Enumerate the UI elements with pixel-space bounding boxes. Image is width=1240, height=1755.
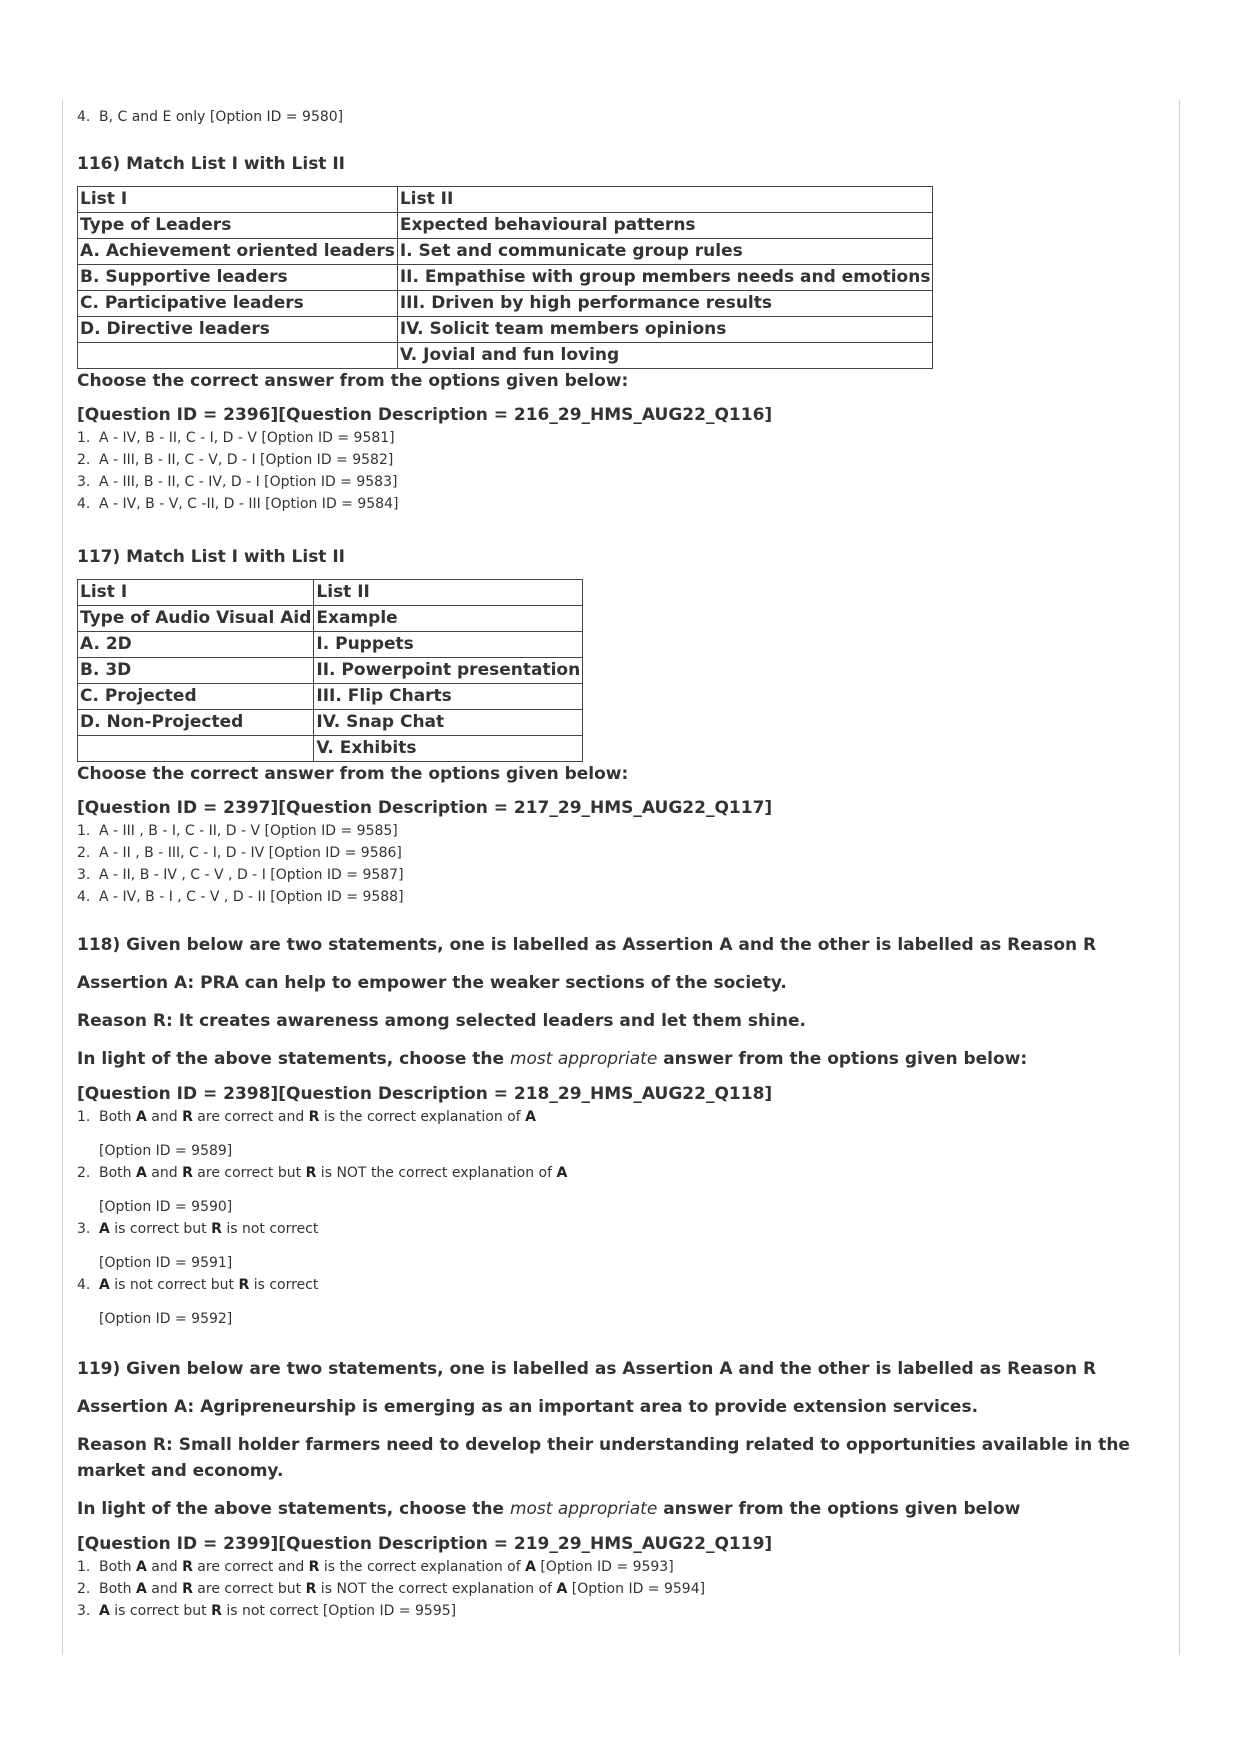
q119-reason: Reason R: Small holder farmers need to develop their understanding related to opportunities available in the market and economy. bbox=[77, 1435, 1130, 1481]
q118-option-4: 4. A is not correct but R is correct bbox=[77, 1277, 319, 1293]
q116-title: 116) Match List I with List II bbox=[77, 154, 346, 174]
q119-question-id: [Question ID = 2399][Question Description = 219_29_HMS_AUG22_Q119] bbox=[77, 1534, 773, 1554]
q117-option-4: 4. A - IV, B - I , C - V , D - II [Option ID = 9588] bbox=[77, 889, 404, 905]
table-row: V. Exhibits bbox=[78, 736, 583, 762]
q118-question-id: [Question ID = 2398][Question Description = 218_29_HMS_AUG22_Q118] bbox=[77, 1084, 773, 1104]
q117-option-2: 2. A - II , B - III, C - I, D - IV [Option ID = 9586] bbox=[77, 845, 402, 861]
q115-option-4: 4. B, C and E only [Option ID = 9580] bbox=[77, 109, 344, 125]
q116-match-table bbox=[77, 186, 933, 369]
q118-option-3-id: [Option ID = 9591] bbox=[99, 1255, 233, 1271]
q118-title: 118) Given below are two statements, one is labelled as Assertion A and the other is labelled as Reason R bbox=[77, 935, 1097, 955]
document-page bbox=[62, 100, 1180, 1655]
q117-option-3: 3. A - II, B - IV , C - V , D - I [Option ID = 9587] bbox=[77, 867, 404, 883]
table-row: Type of Audio Visual Aid Example bbox=[78, 606, 583, 632]
q117-option-1: 1. A - III , B - I, C - II, D - V [Option ID = 9585] bbox=[77, 823, 398, 839]
q116-option-2: 2. A - III, B - II, C - V, D - I [Option ID = 9582] bbox=[77, 452, 394, 468]
table-row: B. Supportive leaders II. Empathise with group members needs and emotions bbox=[78, 265, 933, 291]
q118-option-2: 2. Both A and R are correct but R is NOT the correct explanation of A bbox=[77, 1165, 568, 1181]
table-row: V. Jovial and fun loving bbox=[78, 343, 933, 369]
table-row: C. Participative leaders III. Driven by high performance results bbox=[78, 291, 933, 317]
q118-option-4-id: [Option ID = 9592] bbox=[99, 1311, 233, 1327]
q117-match-table bbox=[77, 579, 583, 762]
q119-instruction: In light of the above statements, choose the most appropriate answer from the options given below bbox=[77, 1499, 1021, 1519]
table-row: List I List II bbox=[78, 580, 583, 606]
q116-option-3: 3. A - III, B - II, C - IV, D - I [Option ID = 9583] bbox=[77, 474, 398, 490]
table-row: A. Achievement oriented leaders I. Set and communicate group rules bbox=[78, 239, 933, 265]
q118-option-1-id: [Option ID = 9589] bbox=[99, 1143, 233, 1159]
q118-option-2-id: [Option ID = 9590] bbox=[99, 1199, 233, 1215]
q117-question-id: [Question ID = 2397][Question Description = 217_29_HMS_AUG22_Q117] bbox=[77, 798, 773, 818]
q118-instruction: In light of the above statements, choose the most appropriate answer from the options given below: bbox=[77, 1049, 1028, 1069]
q119-option-1: 1. Both A and R are correct and R is the correct explanation of A [Option ID = 9593] bbox=[77, 1559, 674, 1575]
page-content bbox=[77, 100, 1167, 1622]
q116-option-1: 1. A - IV, B - II, C - I, D - V [Option ID = 9581] bbox=[77, 430, 395, 446]
q118-option-1: 1. Both A and R are correct and R is the correct explanation of A bbox=[77, 1109, 536, 1125]
q117-choose-text: Choose the correct answer from the options given below: bbox=[77, 764, 629, 784]
q116-question-id: [Question ID = 2396][Question Description = 216_29_HMS_AUG22_Q116] bbox=[77, 405, 773, 425]
q116-option-4: 4. A - IV, B - V, C -II, D - III [Option ID = 9584] bbox=[77, 496, 399, 512]
q119-option-2: 2. Both A and R are correct but R is NOT the correct explanation of A [Option ID = 9594] bbox=[77, 1581, 706, 1597]
q118-reason: Reason R: It creates awareness among selected leaders and let them shine. bbox=[77, 1011, 807, 1031]
table-row: C. Projected III. Flip Charts bbox=[78, 684, 583, 710]
table-row: D. Directive leaders IV. Solicit team members opinions bbox=[78, 317, 933, 343]
table-row: List I List II bbox=[78, 187, 933, 213]
q117-title: 117) Match List I with List II bbox=[77, 547, 346, 567]
q116-choose-text: Choose the correct answer from the options given below: bbox=[77, 371, 629, 391]
q119-title: 119) Given below are two statements, one is labelled as Assertion A and the other is labelled as Reason R bbox=[77, 1359, 1097, 1379]
q119-option-3: 3. A is correct but R is not correct [Option ID = 9595] bbox=[77, 1603, 457, 1619]
q118-assertion: Assertion A: PRA can help to empower the weaker sections of the society. bbox=[77, 973, 787, 993]
table-row: Type of Leaders Expected behavioural patterns bbox=[78, 213, 933, 239]
q119-assertion: Assertion A: Agripreneurship is emerging as an important area to provide extension services. bbox=[77, 1397, 979, 1417]
q118-option-3: 3. A is correct but R is not correct bbox=[77, 1221, 319, 1237]
table-row: A. 2D I. Puppets bbox=[78, 632, 583, 658]
table-row: D. Non-Projected IV. Snap Chat bbox=[78, 710, 583, 736]
table-row: B. 3D II. Powerpoint presentation bbox=[78, 658, 583, 684]
